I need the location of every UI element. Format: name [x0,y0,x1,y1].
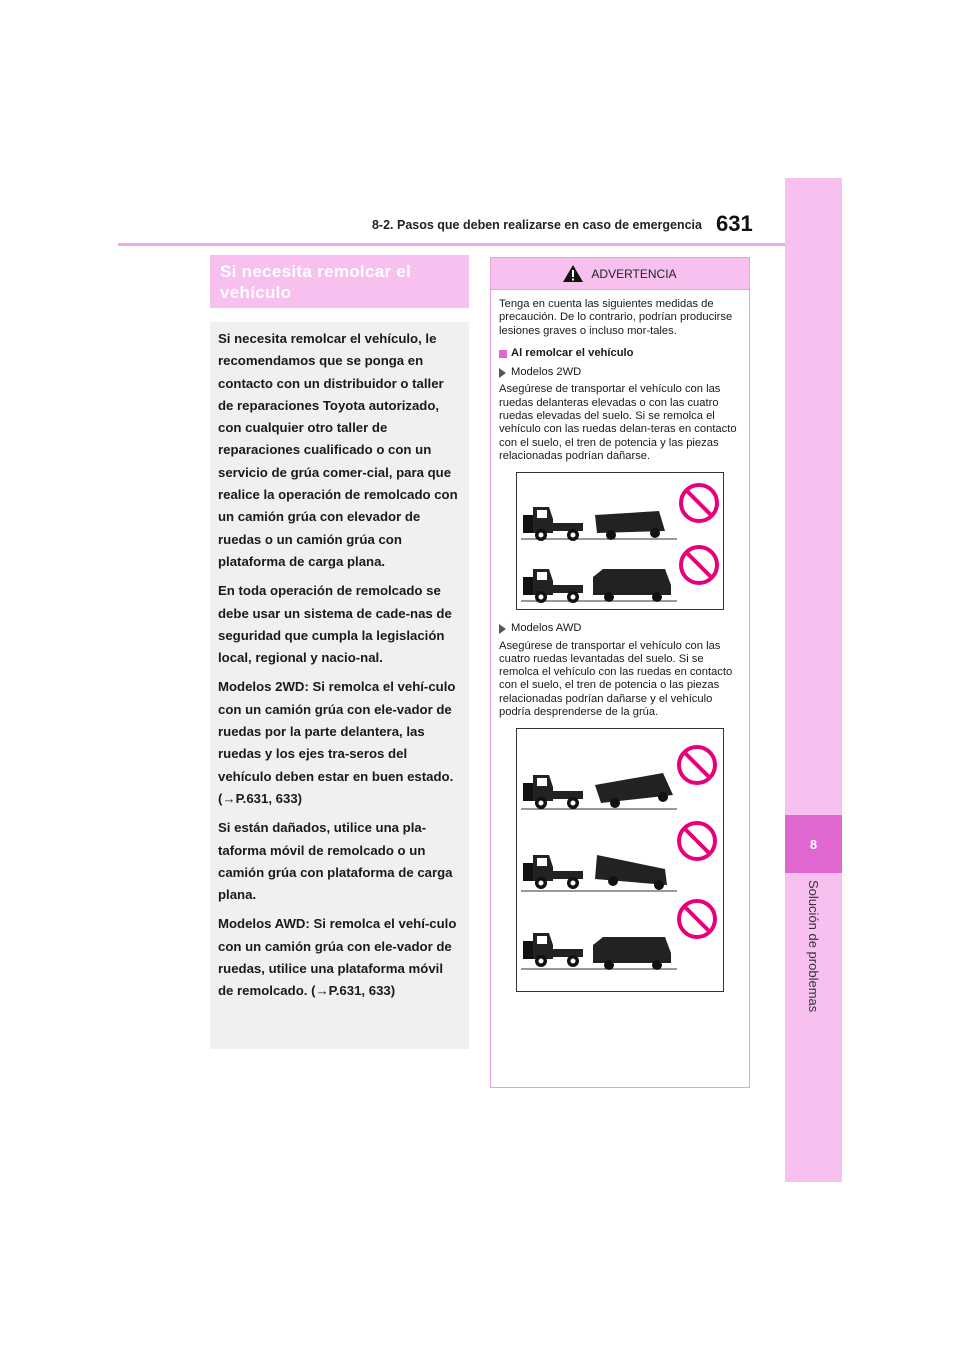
text-awd: Asegúrese de transportar el vehículo con las cuatro ruedas levantadas del suelo. Si se remolca el vehículo con las ruedas en contacto con el suelo, el tren de potencia o las piezas relacionadas podrían dañarse y el vehículo podría desprenderse de la grúa. [499,639,733,719]
arrow-bullet-icon [499,368,506,378]
body-paragraph: En toda operación de remolcado se debe usar un sistema de cade-nas de seguridad que cumpla la legislación local, regional y nacio-nal. [218,583,452,666]
warning-content [491,290,749,992]
chapter-title [785,880,842,1060]
warning-subheading [499,347,741,360]
chapter-number-badge: 8 [785,815,842,873]
model-awd-text: Modelos AWD [511,622,582,635]
section-body [210,322,469,1049]
arrow-bullet-icon [499,624,506,634]
model-2wd-text: Modelos 2WD [511,366,582,379]
chapter-title-text: Solución de problemas [806,880,821,1013]
text-2wd: Asegúrese de transportar el vehículo con las ruedas delanteras elevadas o con las cuatro ruedas elevadas del suelo. Si se remolca el vehículo con las ruedas delan-teras en contacto con el suelo, el tren de potencia y las piezas relacionadas podrían dañarse. [499,383,737,462]
model-2wd-label [499,366,741,379]
warning-header [491,258,749,290]
section-title: Si necesita remolcar el vehículo [210,255,469,308]
warning-box [490,257,750,1088]
towing-2wd-illustration [516,472,724,610]
body-paragraph: Modelos 2WD: Si remolca el vehí-culo con un camión grúa con ele-vador de ruedas por la parte delantera, las ruedas y los ejes tra-seros del vehículo deben estar en buen estado. (→P.631, 633) [218,679,456,806]
page-number: 631 [716,211,753,236]
warning-title: ADVERTENCIA [591,266,677,281]
section-header: 8-2. Pasos que deben realizarse en caso de emergencia [371,218,702,232]
warning-intro: Tenga en cuenta las siguientes medidas de precaución. De lo contrario, podrían producirse lesiones graves o incluso mor-tales. [499,298,733,337]
header-divider [118,243,785,246]
body-paragraph: Si necesita remolcar el vehículo, le recomendamos que se ponga en contacto con un distribuidor o taller de reparaciones Toyota autorizado, con cualquier otro taller de reparaciones cualificado o con un servicio de grúa comer-cial, para que realice la operación de remolcado con un camión grúa con elevador de ruedas o un camión grúa con plataforma de carga plana. [218,331,458,569]
body-paragraph: Modelos AWD: Si remolca el vehí-culo con un camión grúa con ele-vador de ruedas, utilice una plataforma móvil de remolcado. (→P.631, 633) [218,916,457,999]
subheading-text: Al remolcar el vehículo [511,346,634,359]
square-bullet-icon [499,350,507,358]
model-awd-label [499,622,741,635]
body-paragraph: Si están dañados, utilice una pla-taforma móvil de remolcado o un camión grúa con plataforma de carga plana. [218,820,453,903]
warning-triangle-icon [563,265,583,282]
towing-awd-illustration [516,728,724,992]
